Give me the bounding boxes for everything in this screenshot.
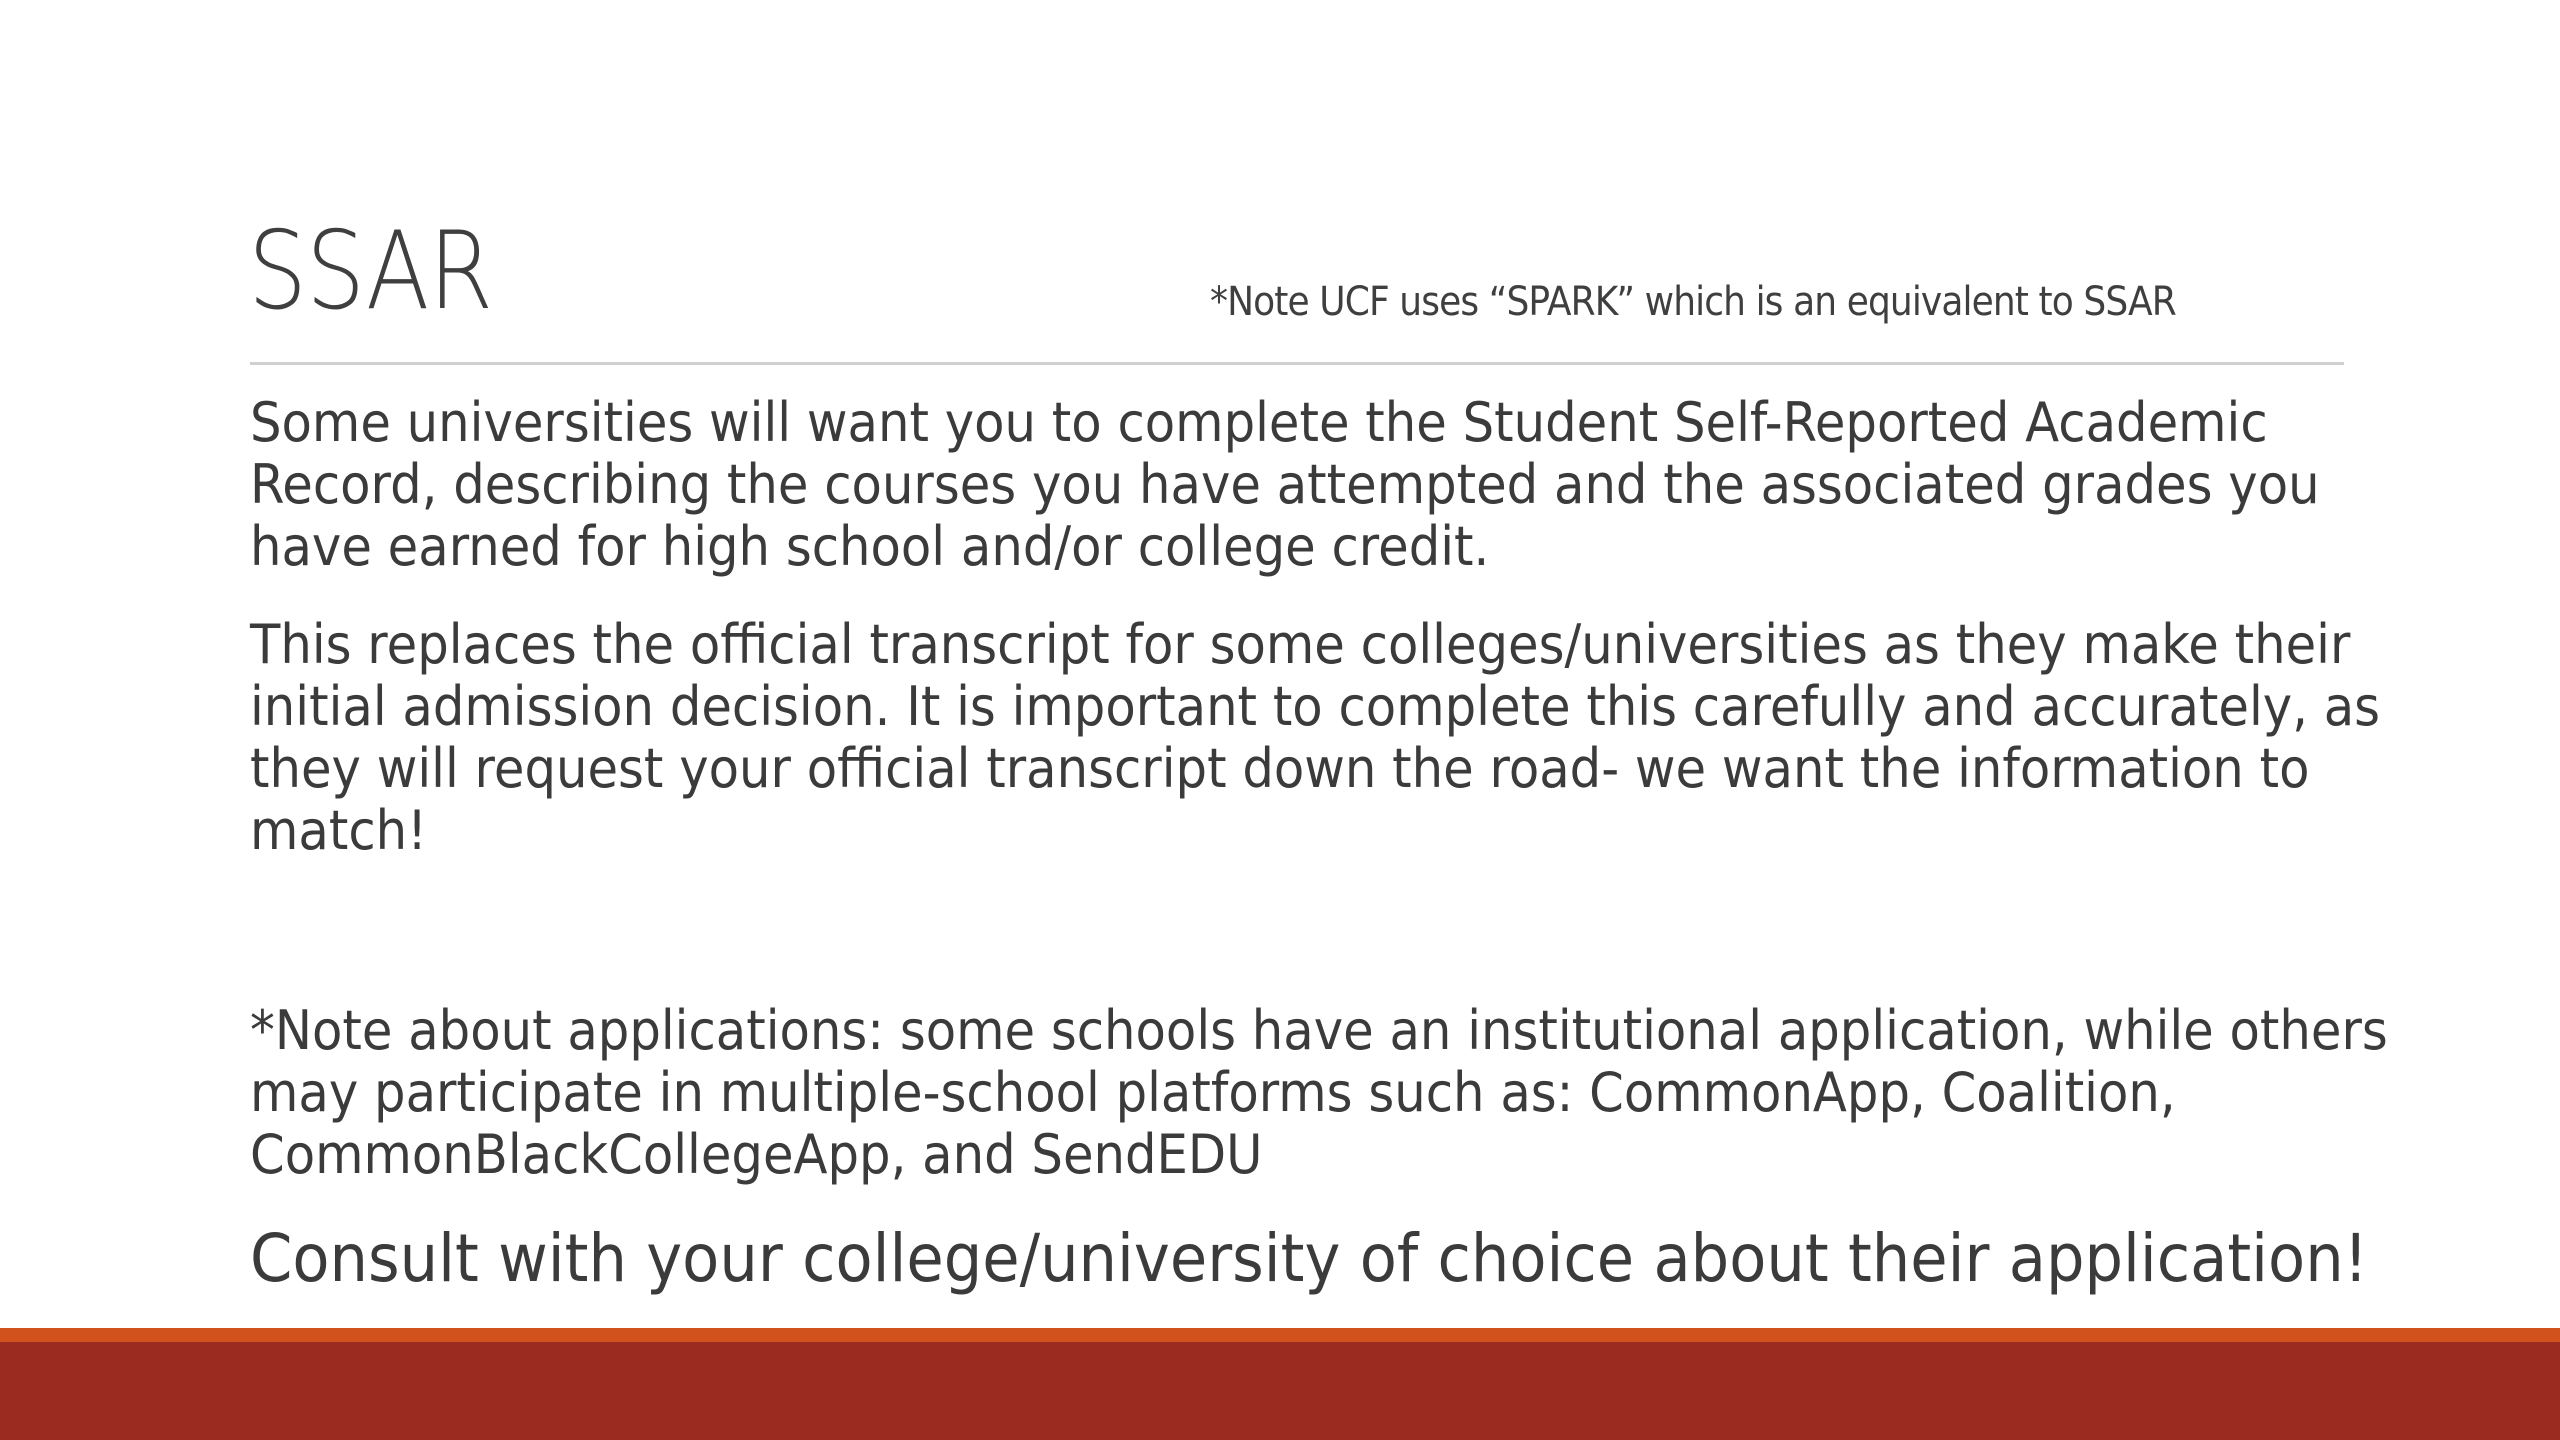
slide-title: SSAR — [248, 209, 493, 334]
footer-bar — [0, 1342, 2560, 1440]
footer-accent-stripe — [0, 1328, 2560, 1342]
paragraph-transcript-replacement: This replaces the official transcript for some colleges/universities as they make their initial admission decision. It is important to complete this carefully and accurately, as they will request your official transcript down the road- we want the information to match! — [250, 613, 2381, 862]
paragraph-ssar-description: Some universities will want you to complete the Student Self-Reported Academic Record, describing the courses you have attempted and the associated grades you have earned for high school and/or college credit. — [250, 391, 2320, 578]
title-divider — [250, 362, 2344, 365]
slide-body — [250, 392, 2450, 1296]
paragraph-applications-note: *Note about applications: some schools have an institutional application, while others may participate in multiple-school platforms such as: CommonApp, Coalition, CommonBlackCollegeApp, and SendEDU — [250, 999, 2388, 1186]
paragraph-consult: Consult with your college/university of choice about their application! — [250, 1220, 2369, 1297]
title-note: *Note UCF uses “SPARK” which is an equivalent to SSAR — [1210, 279, 2176, 325]
